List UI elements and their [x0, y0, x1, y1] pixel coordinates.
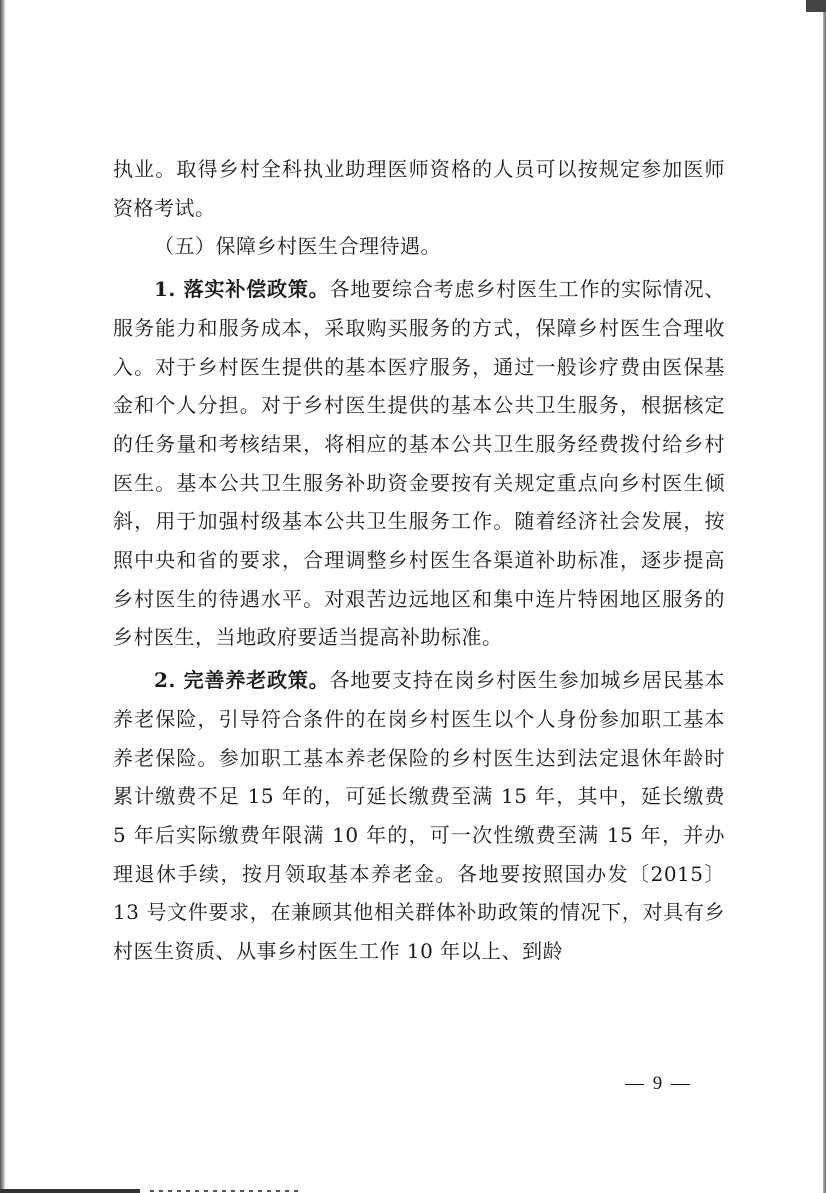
item-1-body: 各地要综合考虑乡村医生工作的实际情况、服务能力和服务成本，采取购买服务的方式，保障乡村医生合理收入。对于乡村医生提供的基本医疗服务，通过一般诊疗费由医保基金和个人分担。对于乡村医生提供的基本公共卫生服务，根据核定的任务量和考核结果，将相应的基本公共卫生服务经费拨付给乡村医生。基本公共卫生服务补助资金要按有关规定重点向乡村医生倾斜，用于加强村级基本公共卫生服务工作。随着经济社会发展，按照中央和省的要求，合理调整乡村医生各渠道补助标准，逐步提高乡村医生的待遇水平。对艰苦边远地区和集中连片特困地区服务的乡村医生，当地政府要适当提高补助标准。: [113, 277, 726, 650]
paragraph-item-2: [113, 661, 725, 971]
item-2-body: 各地要支持在岗乡村医生参加城乡居民基本养老保险，引导符合条件的在岗乡村医生以个人身份参加职工基本养老保险。参加职工基本养老保险的乡村医生达到法定退休年龄时累计缴费不足 15 年的，可延长缴费至满 15 年，其中，延长缴费 5 年后实际缴费年限满 10 年的，可一次性缴费至满 15 年，并办理退休手续，按月领取基本养老金。各地要按照国办发〔2015〕13 号文件要求，在兼顾其他相关群体补助政策的情况下，对具有乡村医生资质、从事乡村医生工作 10 年以上、到龄: [113, 668, 726, 964]
scan-bottom-dots: [150, 1190, 300, 1192]
page-number: — 9 —: [625, 1073, 692, 1094]
scan-corner-mark: [806, 0, 826, 12]
paragraph-item-1: [113, 270, 725, 657]
item-2-title: 2. 完善养老政策。: [154, 668, 330, 693]
document-page: [113, 150, 725, 971]
paragraph-continuation: 执业。取得乡村全科执业助理医师资格的人员可以按规定参加医师资格考试。: [113, 157, 725, 220]
item-1-title: 1. 落实补偿政策。: [154, 277, 330, 302]
scan-bottom-mark: [0, 1189, 140, 1193]
scan-edge-left: [0, 0, 5, 1193]
section-heading: （五）保障乡村医生合理待遇。: [154, 234, 441, 259]
